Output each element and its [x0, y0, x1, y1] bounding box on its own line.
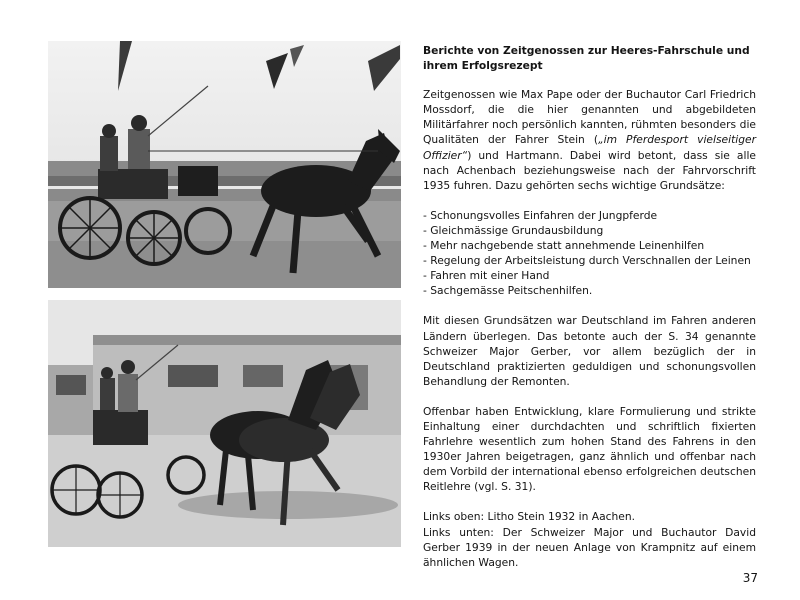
- intro-text-before-quote: Zeitgenossen wie Max Pape oder der Buchautor Carl Friedrich Mossdorf, die die hier genannten und abgebildeten Militärfahrer noch persönlich kannten, rühmten besonders die Qualitäten der Fahrer Stein (: [423, 88, 756, 147]
- article-heading: Berichte von Zeitgenossen zur Heeres-Fahrschule und ihrem Erfolgsrezept: [423, 44, 750, 73]
- photo-pair-horses-carriage: [48, 300, 401, 547]
- intro-paragraph: [423, 87, 756, 193]
- photo-captions: [423, 509, 756, 569]
- intro-text-after-quote: ) und Hartmann. Dabei wird betont, dass sie alle nach Achenbach beziehungsweise nach der Fahrvorschrift 1935 fuhren. Dazu gehörten sechs wichtige Grundsätze:: [423, 148, 756, 192]
- paragraph-development: Offenbar haben Entwicklung, klare Formulierung und strikte Einhaltung einer durchdachten und schriftlich fixierten Fahrlehre wesentlich zum hohen Stand des Fahrens in den 1930er Jahren beigetragen, ganz ähnlich und offenbar nach dem Vorbild der international ebenso erfolgreichen deutschen Reitlehre (vgl. S. 31).: [423, 404, 756, 494]
- paragraph-superiority: Mit diesen Grundsätzen war Deutschland im Fahren anderen Ländern überlegen. Das betonte auch der S. 34 genannte Schweizer Major Gerber, vor allem bezüglich der in Deutschland praktizierten geduldigen und schonungsvollen Behandlung der Remonten.: [423, 314, 756, 388]
- photo-bottom-image: [48, 300, 401, 547]
- photo-top-image: [48, 41, 401, 288]
- principle-item: - Gleichmässige Grundausbildung: [423, 223, 604, 237]
- principle-item: - Schonungsvolles Einfahren der Jungpferde: [423, 208, 658, 222]
- principle-item: - Mehr nachgebende statt annehmende Leinenhilfen: [423, 239, 705, 253]
- page-number: 37: [742, 571, 758, 585]
- principle-item: - Regelung der Arbeitsleistung durch Verschnallen der Leinen: [423, 254, 751, 268]
- principles-list: [423, 208, 756, 299]
- caption-bottom-photo: Links unten: Der Schweizer Major und Buchautor David Gerber 1939 in der neuen Anlage von Krampnitz auf einem ähnlichen Wagen.: [423, 525, 756, 569]
- intro-quote: „im Pferdesport vielseitiger Offizier“: [423, 133, 756, 162]
- principle-item: - Sachgemässe Peitschenhilfen.: [423, 284, 593, 298]
- principle-item: - Fahren mit einer Hand: [423, 269, 550, 283]
- article-text-column: [423, 43, 756, 570]
- caption-top-photo: Links oben: Litho Stein 1932 in Aachen.: [423, 510, 636, 524]
- photo-single-horse-carriage: [48, 41, 401, 288]
